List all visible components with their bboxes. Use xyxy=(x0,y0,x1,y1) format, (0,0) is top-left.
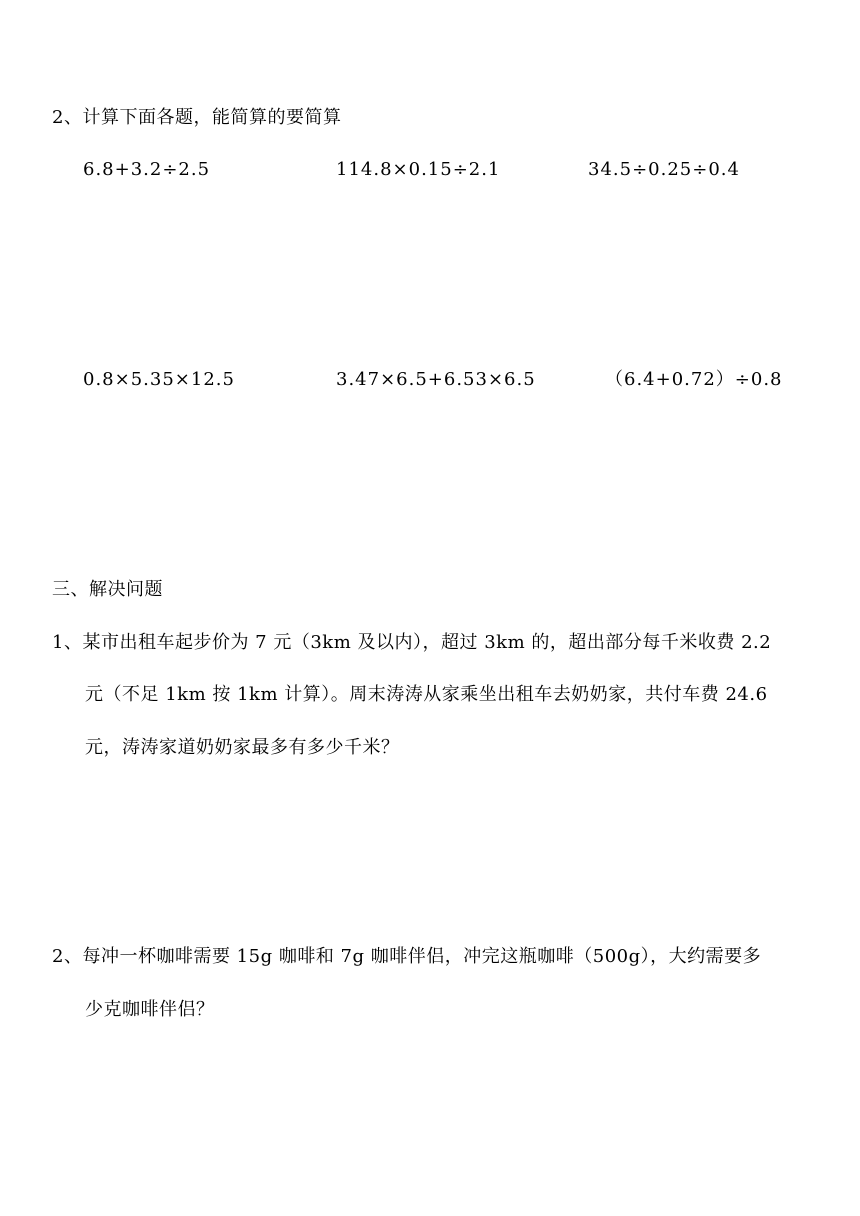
expression: 0.8×5.35×12.5 xyxy=(83,369,235,390)
calc-heading: 2、计算下面各题，能简算的要简算 xyxy=(52,107,342,128)
expression: 6.8+3.2÷2.5 xyxy=(83,159,211,180)
expression: 34.5÷0.25÷0.4 xyxy=(588,159,740,180)
expression: （6.4+0.72）÷0.8 xyxy=(605,369,783,390)
problem-1-line: 元，涛涛家道奶奶家最多有多少千米？ xyxy=(85,737,400,758)
expression: 3.47×6.5+6.53×6.5 xyxy=(336,369,536,390)
problem-1-line: 1、某市出租车起步价为 7 元（3km 及以内），超过 3km 的，超出部分每千米收费 2.2 xyxy=(52,632,772,653)
problems-heading: 三、解决问题 xyxy=(52,579,163,600)
expression: 114.8×0.15÷2.1 xyxy=(336,159,501,180)
problem-2-line: 少克咖啡伴侣？ xyxy=(85,999,215,1020)
problem-1-line: 元（不足 1km 按 1km 计算）。周末涛涛从家乘坐出租车去奶奶家，共付车费 24.6 xyxy=(85,684,768,705)
problem-2-line: 2、每冲一杯咖啡需要 15g 咖啡和 7g 咖啡伴侣，冲完这瓶咖啡（500g），大约需要多 xyxy=(52,946,762,967)
